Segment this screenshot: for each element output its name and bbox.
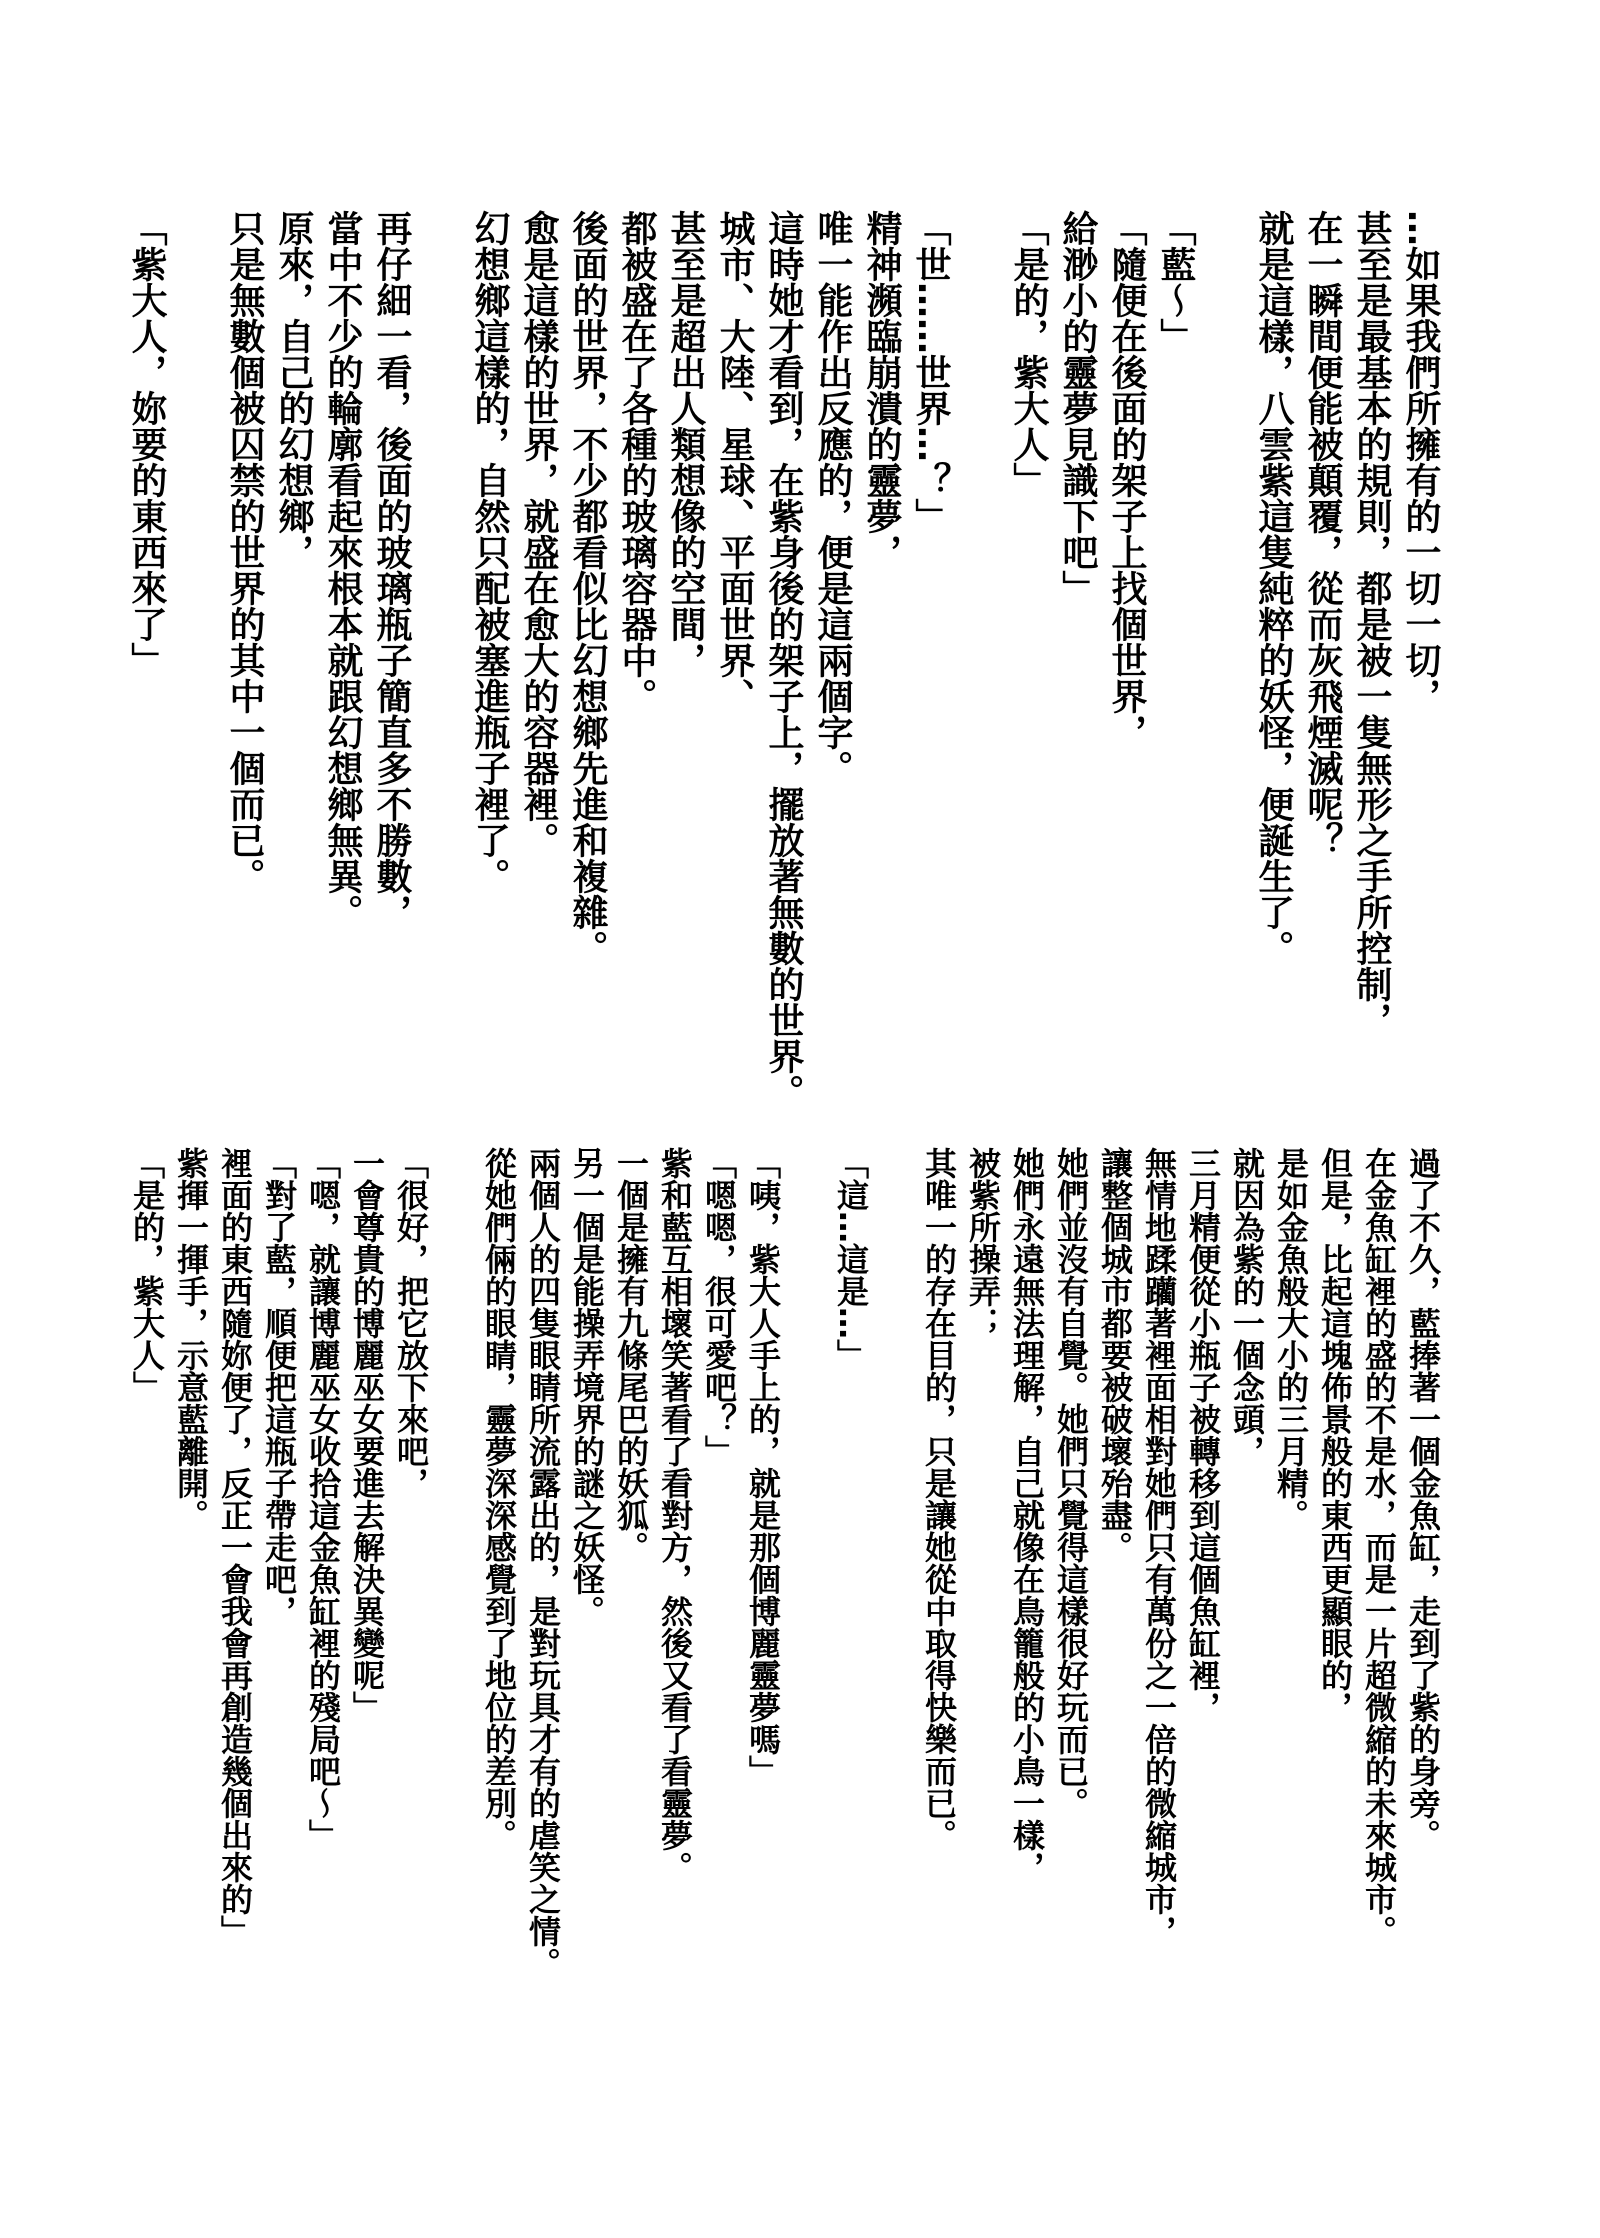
blank-column bbox=[416, 210, 465, 1140]
text-block-bottom bbox=[125, 1147, 1445, 2027]
text-column: 她們永遠無法理解，自己就像在鳥籠般的小鳥一樣， bbox=[1008, 1147, 1046, 1883]
text-column: 就因為紫的一個念頭， bbox=[1228, 1147, 1266, 1467]
text-column: 被紫所操弄； bbox=[964, 1147, 1002, 1339]
text-column: 是如金魚般大小的三月精。 bbox=[1272, 1147, 1310, 1531]
text-column: 過了不久，藍捧著一個金魚缸，走到了紫的身旁。 bbox=[1404, 1147, 1442, 1851]
text-column: 都被盛在了各種的玻璃容器中。 bbox=[616, 210, 657, 714]
text-column: 在金魚缸裡的盛的不是水，而是一片超微縮的未來城市。 bbox=[1360, 1147, 1398, 1947]
text-column: 「很好，把它放下來吧， bbox=[392, 1147, 430, 1499]
text-column: 「世……世界…？」 bbox=[910, 210, 951, 534]
text-column: 讓整個城市都要被破壞殆盡。 bbox=[1096, 1147, 1134, 1563]
text-column: 「嗯嗯，很可愛吧？」 bbox=[700, 1147, 738, 1467]
text-column: 從她們倆的眼睛，靈夢深深感覺到了地位的差別。 bbox=[480, 1147, 518, 1851]
text-column: 幻想鄉這樣的，自然只配被塞進瓶子裡了。 bbox=[469, 210, 510, 894]
text-column: 城市、大陸、星球、平面世界、 bbox=[714, 210, 755, 714]
blank-column bbox=[785, 1147, 829, 2027]
text-column: 兩個人的四隻眼睛所流露出的，是對玩具才有的虐笑之情。 bbox=[524, 1147, 562, 1979]
text-column: 在一瞬間便能被顛覆，從而灰飛煙滅呢？ bbox=[1302, 210, 1343, 858]
text-column: 紫揮一揮手，示意藍離開。 bbox=[172, 1147, 210, 1531]
text-column: 給渺小的靈夢見識下吧」 bbox=[1057, 210, 1098, 606]
text-column: 無情地蹂躪著裡面相對她們只有萬份之一倍的微縮城市， bbox=[1140, 1147, 1178, 1947]
text-column: 愈是這樣的世界，就盛在愈大的容器裡。 bbox=[518, 210, 559, 858]
text-column: 但是，比起這塊佈景般的東西更顯眼的， bbox=[1316, 1147, 1354, 1723]
text-column: 再仔細一看，後面的玻璃瓶子簡直多不勝數， bbox=[371, 210, 412, 930]
blank-column bbox=[171, 210, 220, 1140]
blank-column bbox=[955, 210, 1004, 1140]
text-column: …如果我們所擁有的一切一切， bbox=[1400, 210, 1441, 714]
text-column: 精神瀕臨崩潰的靈夢， bbox=[861, 210, 902, 570]
text-column: 「咦，紫大人手上的，就是那個博麗靈夢嗎」 bbox=[744, 1147, 782, 1787]
text-column: 「這…這是…」 bbox=[832, 1147, 870, 1371]
text-column: 「是的，紫大人」 bbox=[128, 1147, 166, 1403]
text-column: 她們並沒有自覺。她們只覺得這樣很好玩而已。 bbox=[1052, 1147, 1090, 1819]
text-column: 其唯一的存在目的，只是讓她從中取得快樂而已。 bbox=[920, 1147, 958, 1851]
text-column: 裡面的東西隨妳便了，反正一會我會再創造幾個出來的」 bbox=[216, 1147, 254, 1947]
text-column: 三月精便從小瓶子被轉移到這個魚缸裡， bbox=[1184, 1147, 1222, 1723]
text-column: 甚至是超出人類想像的空間， bbox=[665, 210, 706, 678]
text-column: 只是無數個被囚禁的世界的其中一個而已。 bbox=[224, 210, 265, 894]
text-block-top bbox=[122, 210, 1445, 1140]
text-column: 另一個是能操弄境界的謎之妖怪。 bbox=[568, 1147, 606, 1627]
blank-column bbox=[433, 1147, 477, 2027]
text-column: 一個是擁有九條尾巴的妖狐。 bbox=[612, 1147, 650, 1563]
text-column: 當中不少的輪廓看起來根本就跟幻想鄉無異。 bbox=[322, 210, 363, 930]
text-column: 「對了藍，順便把這瓶子帶走吧， bbox=[260, 1147, 298, 1627]
text-column: 原來，自己的幻想鄉， bbox=[273, 210, 314, 570]
blank-column bbox=[1200, 210, 1249, 1140]
text-column: 唯一能作出反應的，便是這兩個字。 bbox=[812, 210, 853, 786]
text-column: 甚至是最基本的規則，都是被一隻無形之手所控制， bbox=[1351, 210, 1392, 1038]
text-column: 這時她才看到，在紫身後的架子上，擺放著無數的世界。 bbox=[763, 210, 804, 1110]
blank-column bbox=[873, 1147, 917, 2027]
text-column: 就是這樣，八雲紫這隻純粹的妖怪，便誕生了。 bbox=[1253, 210, 1294, 966]
text-column: 「嗯，就讓博麗巫女收拾這金魚缸裡的殘局吧～」 bbox=[304, 1147, 342, 1851]
text-column: 一會尊貴的博麗巫女要進去解決異變呢」 bbox=[348, 1147, 386, 1723]
text-column: 「藍～」 bbox=[1155, 210, 1196, 354]
text-column: 後面的世界，不少都看似比幻想鄉先進和複雜。 bbox=[567, 210, 608, 966]
text-column: 「紫大人，妳要的東西來了」 bbox=[126, 210, 167, 678]
text-column: 「是的，紫大人」 bbox=[1008, 210, 1049, 498]
text-column: 紫和藍互相壞笑著看了看對方，然後又看了看靈夢。 bbox=[656, 1147, 694, 1883]
text-column: 「隨便在後面的架子上找個世界， bbox=[1106, 210, 1147, 750]
